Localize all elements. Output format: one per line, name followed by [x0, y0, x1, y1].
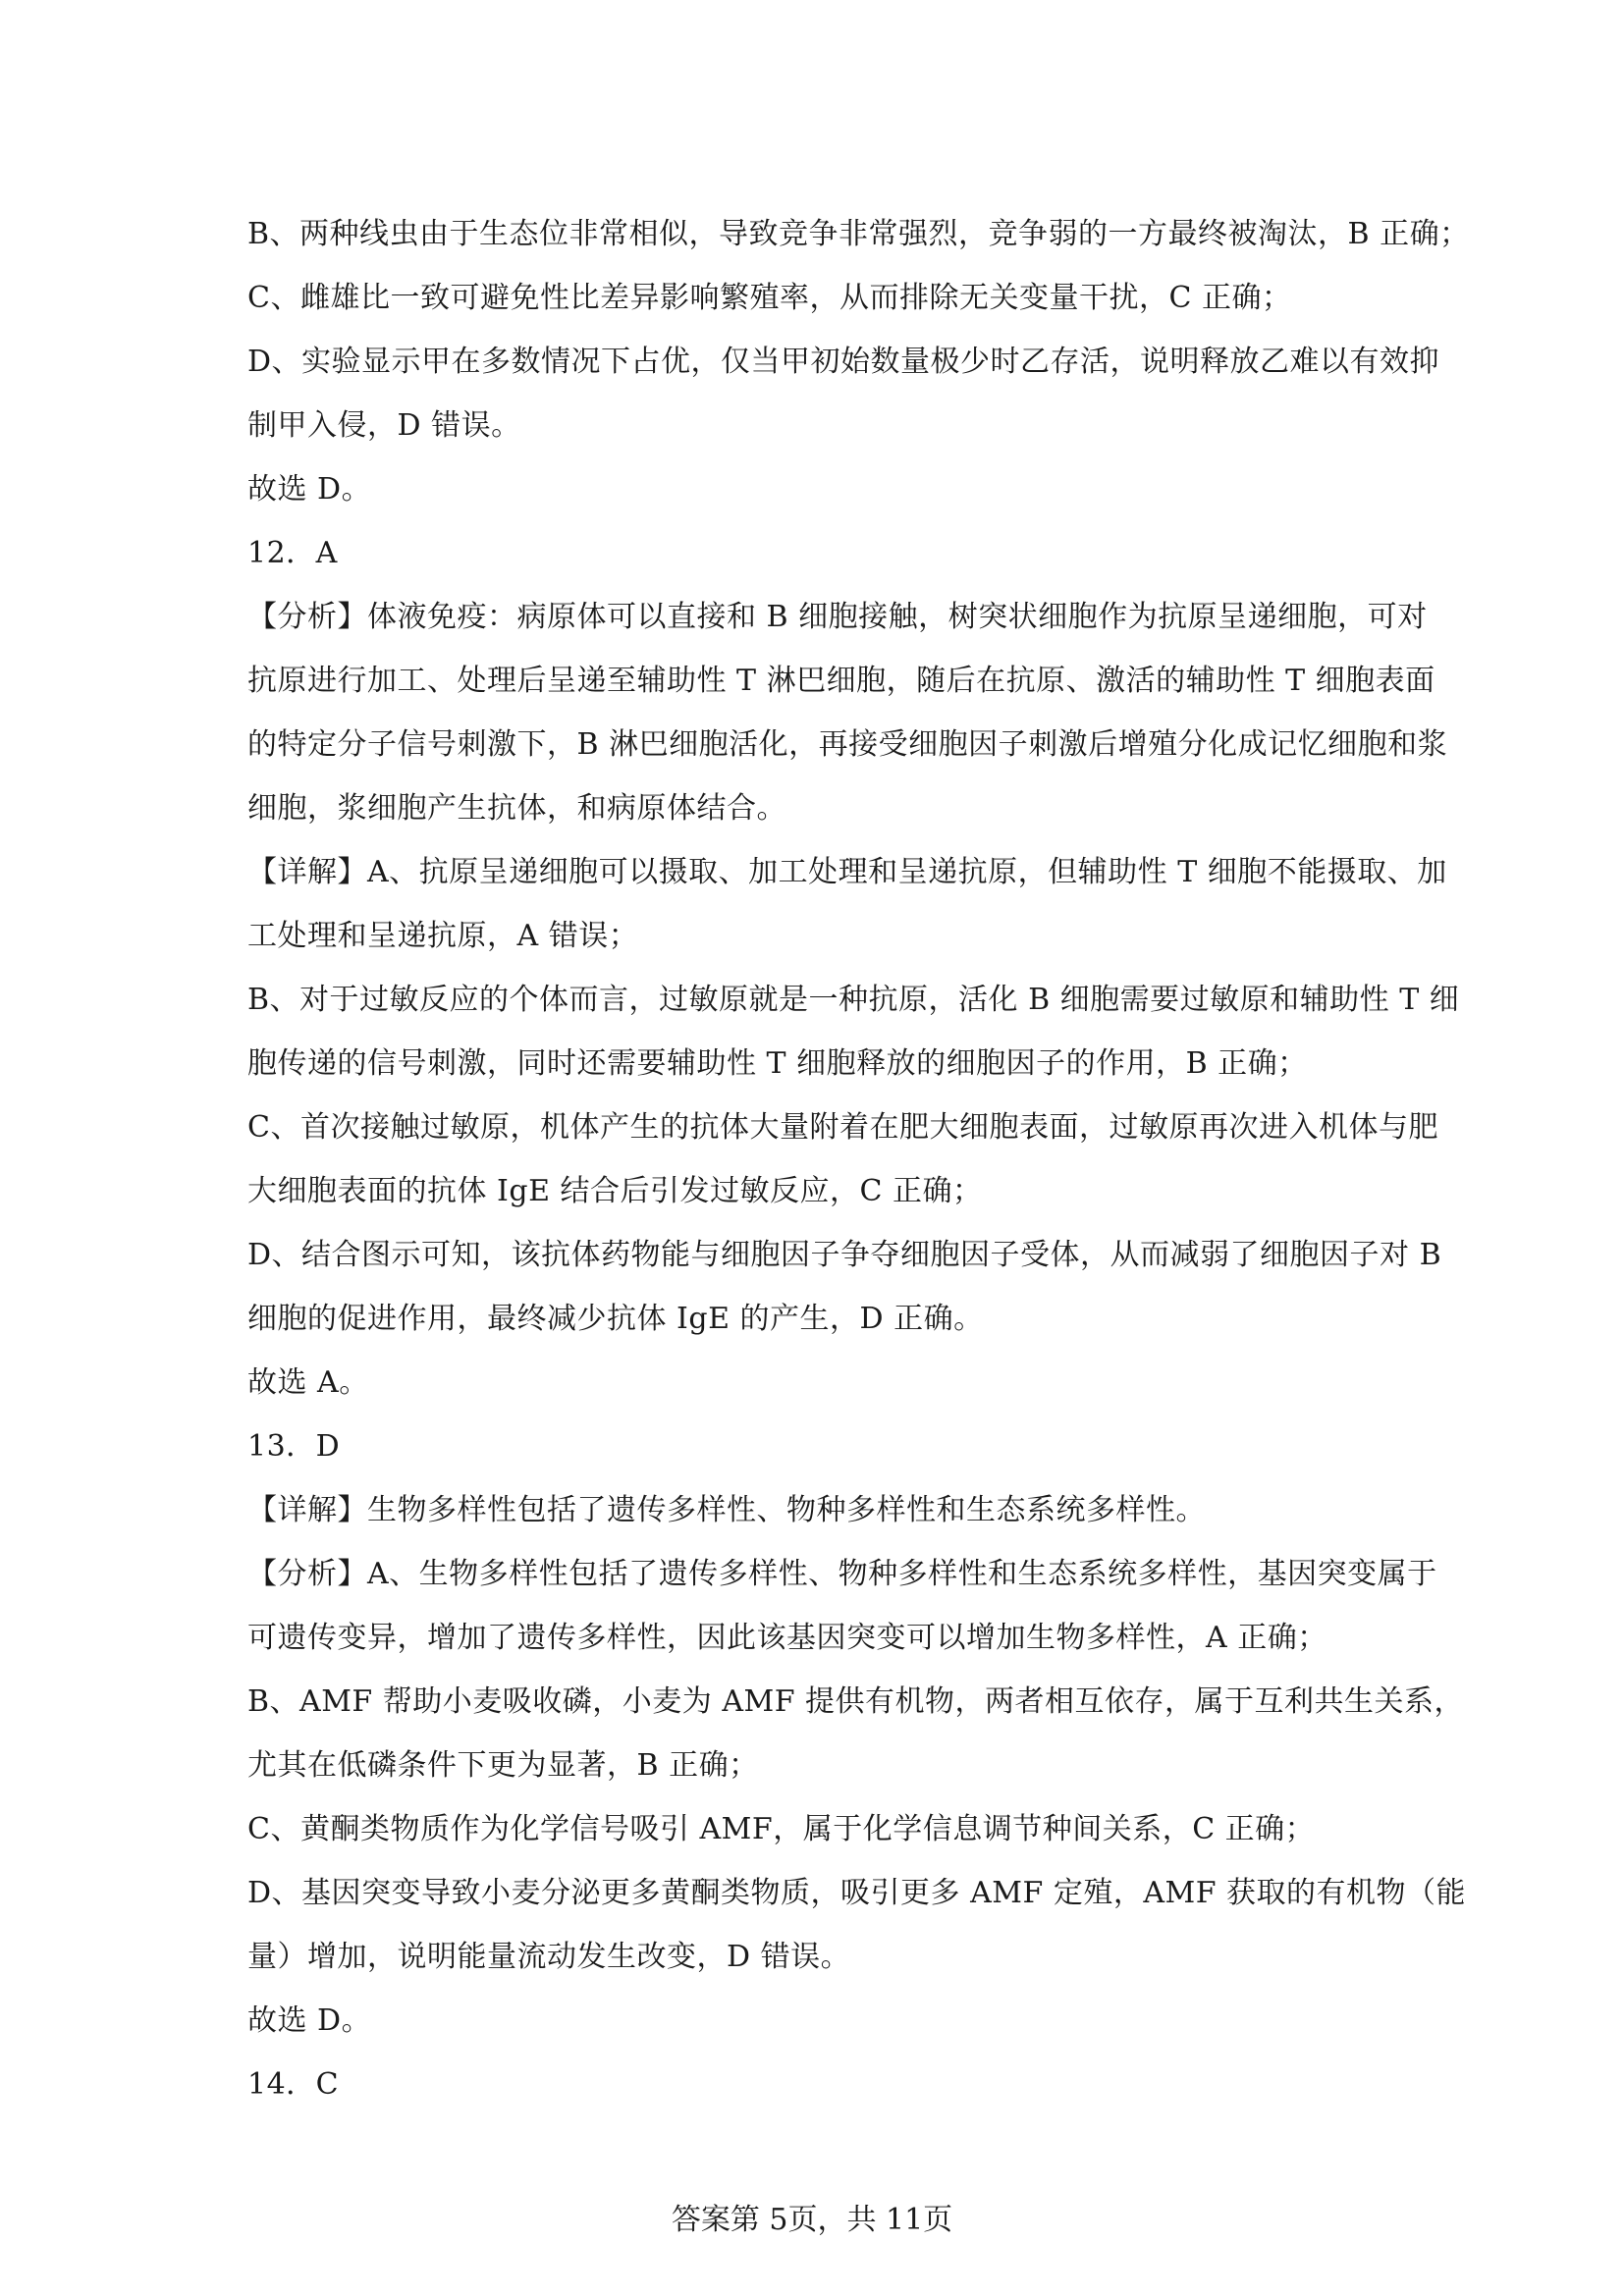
- text-line: 制甲入侵，D 错误。: [247, 408, 521, 443]
- text-line: 尤其在低磷条件下更为显著，B 正确；: [247, 1748, 759, 1783]
- text-line: 抗原进行加工、处理后呈递至辅助性 T 淋巴细胞，随后在抗原、激活的辅助性 T 细胞表面: [247, 664, 1435, 698]
- text-line: 胞传递的信号刺激，同时还需要辅助性 T 细胞释放的细胞因子的作用，B 正确；: [247, 1046, 1308, 1081]
- text-line: B、两种线虫由于生态位非常相似，导致竞争非常强烈，竞争弱的一方最终被淘汰，B 正确；: [247, 217, 1470, 251]
- text-line: C、雌雄比一致可避免性比差异影响繁殖率，从而排除无关变量干扰，C 正确；: [247, 281, 1292, 315]
- text-line: 可遗传变异，增加了遗传多样性，因此该基因突变可以增加生物多样性，A 正确；: [247, 1621, 1327, 1655]
- page-footer: 答案第 5页，共 11页: [671, 2203, 953, 2237]
- text-line: C、黄酮类物质作为化学信号吸引 AMF，属于化学信息调节种间关系，C 正确；: [247, 1812, 1316, 1846]
- text-line: 【详解】生物多样性包括了遗传多样性、物种多样性和生态系统多样性。: [247, 1493, 1206, 1527]
- text-line: 的特定分子信号刺激下，B 淋巴细胞活化，再接受细胞因子刺激后增殖分化成记忆细胞和浆: [247, 727, 1448, 762]
- question-number: 12．A: [247, 536, 338, 570]
- text-line: 【详解】A、抗原呈递细胞可以摄取、加工处理和呈递抗原，但辅助性 T 细胞不能摄取、加: [247, 855, 1447, 889]
- text-line: D、结合图示可知，该抗体药物能与细胞因子争夺细胞因子受体，从而减弱了细胞因子对 B: [247, 1238, 1442, 1272]
- text-line: 故选 D。: [247, 472, 372, 507]
- question-number: 13．D: [247, 1429, 341, 1464]
- text-line: B、对于过敏反应的个体而言，过敏原就是一种抗原，活化 B 细胞需要过敏原和辅助性 T 细: [247, 983, 1460, 1017]
- text-line: 大细胞表面的抗体 IgE 结合后引发过敏反应，C 正确；: [247, 1174, 983, 1208]
- text-line: D、基因突变导致小麦分泌更多黄酮类物质，吸引更多 AMF 定殖，AMF 获取的有机物（能: [247, 1876, 1467, 1910]
- text-line: C、首次接触过敏原，机体产生的抗体大量附着在肥大细胞表面，过敏原再次进入机体与肥: [247, 1110, 1438, 1145]
- text-line: 细胞，浆细胞产生抗体，和病原体结合。: [247, 791, 786, 826]
- question-number: 14．C: [247, 2067, 340, 2102]
- text-line: 工处理和呈递抗原，A 错误；: [247, 919, 639, 953]
- text-line: D、实验显示甲在多数情况下占优，仅当甲初始数量极少时乙存活，说明释放乙难以有效抑: [247, 345, 1440, 379]
- text-line: 细胞的促进作用，最终减少抗体 IgE 的产生，D 正确。: [247, 1302, 984, 1336]
- text-line: 【分析】体液免疫：病原体可以直接和 B 细胞接触，树突状细胞作为抗原呈递细胞，可对: [247, 600, 1428, 634]
- text-line: 故选 A。: [247, 1365, 369, 1400]
- text-line: B、AMF 帮助小麦吸收磷，小麦为 AMF 提供有机物，两者相互依存，属于互利共生关系，: [247, 1684, 1465, 1719]
- answer-text-body: [247, 202, 1470, 2116]
- text-line: 【分析】A、生物多样性包括了遗传多样性、物种多样性和生态系统多样性，基因突变属于: [247, 1557, 1437, 1591]
- text-line: 量）增加，说明能量流动发生改变，D 错误。: [247, 1940, 851, 1974]
- text-line: 故选 D。: [247, 2003, 372, 2038]
